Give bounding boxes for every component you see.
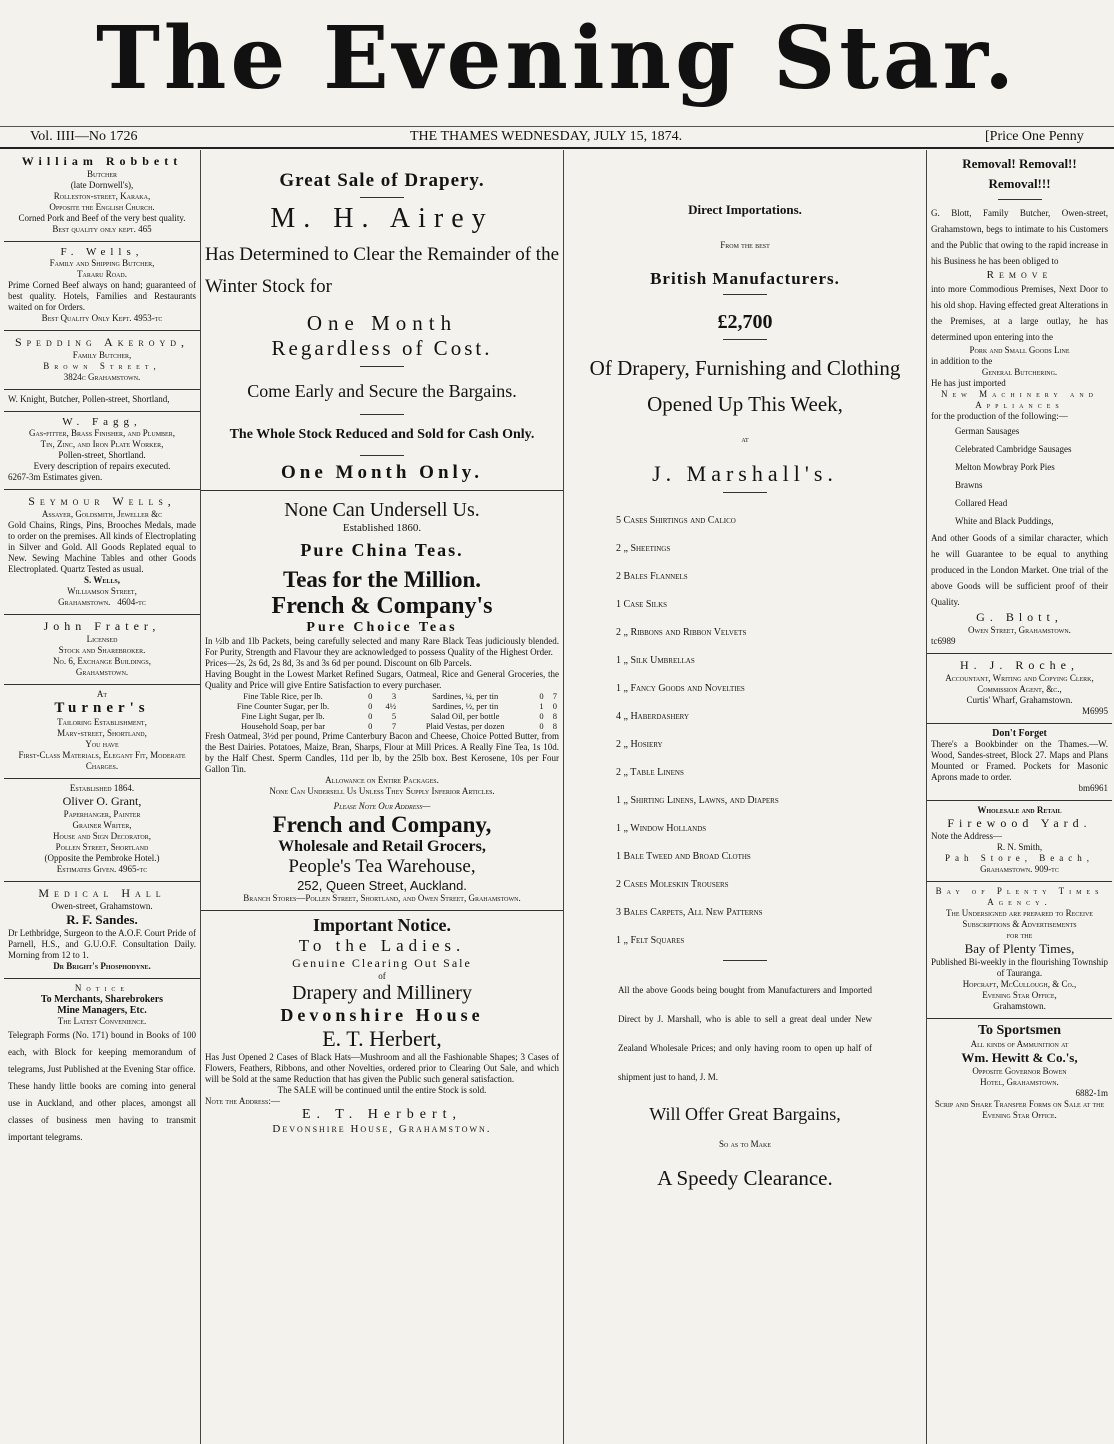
ad-marshall-from: From the best (720, 240, 770, 250)
ad-grant-note: (Opposite the Pembroke Hotel.) (44, 853, 160, 863)
ad-frater (4, 615, 200, 685)
ad-bop (927, 882, 1112, 1019)
ad-medical-address: Owen-street, Grahamstown. (51, 901, 153, 911)
ad-turner-address: Mary-street, Shortland, (57, 728, 147, 738)
ad-turner-trade: Tailoring Establishment, (57, 717, 147, 727)
ad-robbett-body: Corned Pork and Beef of the very best quality. (18, 213, 186, 223)
ad-herbert-note: Note the Address:— (205, 1096, 280, 1106)
column-3 (564, 150, 927, 1444)
ad-notice-head: Notice (74, 983, 130, 993)
list-item: 5 Cases Shirtings and Calico (616, 515, 736, 526)
ad-forget-ref: bm6961 (1078, 783, 1108, 793)
ad-wells-s-trade: Assayer, Goldsmith, Jeweller &c (41, 509, 163, 519)
ad-herbert-head: Important Notice. (313, 915, 451, 935)
column-4 (927, 150, 1112, 1444)
price-cell: 0 (539, 721, 544, 731)
ad-blott-sign: G. Blott, (976, 610, 1063, 624)
ad-french-allowance: Allowance on Entire Packages. (325, 775, 439, 785)
ad-sportsmen-ref: 6882-1m (1075, 1088, 1108, 1098)
ad-marshall-at: at (741, 434, 749, 444)
ad-bop-body: The Undersigned are prepared to Receive Subscriptions & Advertisements (946, 908, 1093, 929)
ad-blott-head: Removal! Removal!! Removal!!! (962, 156, 1077, 191)
ad-notice-body2: These handy little books are coming into general use in Auckland, and other places, amongst all classes of business men having to transmit important telegrams. (8, 1081, 196, 1142)
price-cell: 0 (368, 721, 373, 731)
price-row (205, 701, 559, 711)
ad-grant-name: Oliver O. Grant, (62, 794, 142, 808)
ad-akeroyd-ref: 3824c (63, 372, 86, 382)
ad-wells-s-address: Williamson Street, (67, 586, 137, 596)
issue-date: THE THAMES WEDNESDAY, JULY 15, 1874. (410, 129, 683, 144)
ad-roche-body: Accountant, Writing and Copying Clerk, Commission Agent, &c., (945, 673, 1094, 694)
ad-herbert-sign: E. T. Herbert, (301, 1107, 463, 1122)
ad-wells-f-name: F. Wells, (60, 246, 144, 258)
ad-marshall-item-list (568, 507, 922, 955)
ad-sportsmen-hotel: Hotel, Grahamstown. (980, 1077, 1059, 1087)
ad-bop-pub: Published Bi-weekly in the flourishing Township of Tauranga. (931, 957, 1108, 978)
ad-medical-name: Medical Hall (38, 886, 166, 900)
ad-robbett-former: (late Dornwell's), (70, 180, 134, 190)
ad-airey-whole: The Whole Stock Reduced and Sold for Cash Only. (229, 427, 535, 442)
ad-firewood-town (931, 864, 1108, 875)
volume-number: Vol. IIII—No 1726 (30, 129, 138, 144)
ad-marshall-head: Direct Importations. (688, 202, 802, 217)
price-cell: Sardines, ¼, per tin (432, 691, 499, 701)
ad-medical (4, 882, 200, 979)
ad-airey-body: Has Determined to Clear the Remainder of the Winter Stock for (205, 244, 560, 297)
ad-frater-line1: Licensed (86, 634, 118, 644)
price-cell: 3 (391, 691, 397, 701)
price: [Price One Penny (985, 129, 1084, 144)
ad-sportsmen-scrip: Scrip and Share Transfer Forms on Sale at the Evening Star Office. (934, 1099, 1105, 1120)
ad-french-million: Teas for the Million. (282, 567, 482, 592)
ad-blott-machinery: New Machinery and Appliances (941, 389, 1098, 410)
ad-marshall-amount: £2,700 (717, 311, 773, 333)
ad-fagg-trade: Gas-fitter, Brass Finisher, and Plumber, (29, 428, 175, 438)
price-cell: Salad Oil, per bottle (430, 711, 500, 721)
ad-telegraph-notice (4, 979, 200, 1152)
price-cell: 0 (368, 701, 373, 711)
ad-herbert-drapery: Drapery and Millinery (292, 982, 472, 1004)
ad-turner-body: First-Class Materials, Elegant Fit, Moderate Charges. (18, 750, 186, 771)
price-row (205, 691, 559, 701)
ad-wells-f-footer: Best Quality Only Kept. 4953-tc (41, 313, 163, 323)
ad-wells-s-place (8, 597, 196, 608)
ad-airey (201, 150, 563, 491)
ad-blott-imported: He has just imported (931, 378, 1006, 388)
ad-french-prices: Prices—2s, 2s 6d, 2s 8d, 3s and 3s 6d per pound. Discount on 6lb Parcels. (205, 658, 472, 668)
ad-fagg-address: Pollen-street, Shortland. (58, 450, 146, 460)
ad-airey-come: Come Early and Secure the Bargains. (247, 381, 517, 401)
ad-akeroyd-place (8, 372, 196, 383)
ad-medical-footer: Dr Bright's Phosphodyne. (53, 961, 151, 971)
ad-turner-name: Turner's (54, 700, 150, 716)
ad-grant-address: Pollen Street, Shortland (55, 842, 149, 852)
price-cell: 5 (391, 711, 397, 721)
ad-herbert-of: of (378, 971, 386, 981)
ad-wells-s-body: Gold Chains, Rings, Pins, Brooches Medals, made to order on the premises. All kinds of Electroplating in Silver and Gold. All Goods Replated equal to New. Sewing Machine Tables and other Goods Electroplated. Quartz Tested as usual. (8, 520, 196, 574)
ad-french-est: Established 1860. (342, 522, 422, 534)
ad-grant (4, 779, 200, 882)
ad-firewood-name: Firewood Yard. (947, 816, 1092, 830)
ad-bookbinder (927, 724, 1112, 801)
price-cell: Plaid Vestas, per dozen (425, 721, 505, 731)
ad-bop-town: Grahamstown. (993, 1001, 1046, 1011)
ad-robbett-footer: Best quality only kept. 465 (52, 224, 152, 234)
ad-wells-f (4, 242, 200, 331)
price-row (205, 711, 559, 721)
list-item: Celebrated Cambridge Sausages (955, 444, 1072, 454)
ad-french-price-table (205, 691, 559, 731)
list-item: 3 Bales Carpets, All New Patterns (616, 907, 763, 918)
ad-french-none2: None Can Undersell Us Unless They Supply Inferior Articles. (269, 786, 495, 796)
ad-marshall-offer: Will Offer Great Bargains, (649, 1104, 841, 1124)
ad-grant-trade2: Grainer Writer, (72, 820, 132, 830)
ad-herbert-body: Has Just Opened 2 Cases of Black Hats—Mushroom and all the Fashionable Shapes; 3 Cases of Flowers, Feathers, Ribbons, and other Novelties, ordered prior to Clearing Out Sale, and which will be Sold at the same Reduction that has given the Public such general satisfaction. (205, 1052, 559, 1084)
ad-blott-other: And other Goods of a similar character, which he will Guarantee to be equal to anything produced in the London Market. One trial of the above Goods will be sufficient proof of their Quality. (931, 533, 1108, 607)
list-item: German Sausages (955, 426, 1020, 436)
ad-grant-footer: Estimates Given. 4965-tc (56, 864, 148, 874)
ad-french-branch: Branch Stores—Pollen Street, Shortland, and Owen Street, Grahamstown. (243, 893, 521, 903)
ad-wells-f-trade: Family and Shipping Butcher, (49, 258, 155, 268)
ad-bop-title: Bay of Plenty Times, (964, 941, 1075, 956)
ad-turner (4, 685, 200, 779)
ad-herbert-house: Devonshire House (280, 1005, 484, 1025)
ad-sportsmen-opp: Opposite Governor Bowen (972, 1066, 1067, 1076)
list-item: Collared Head (955, 498, 1008, 508)
list-item: 1 „ Window Hollands (616, 823, 707, 834)
ad-roche-name: H. J. Roche, (960, 658, 1079, 672)
ad-french-name: French & Company's (271, 593, 493, 619)
ad-frater-address: No. 6, Exchange Buildings, (53, 656, 151, 666)
ad-robbett-trade: Butcher (86, 169, 117, 179)
ad-bop-office: Evening Star Office, (982, 990, 1057, 1000)
ad-herbert-name: E. T. Herbert, (322, 1026, 442, 1051)
ad-frater-name: John Frater, (43, 619, 161, 633)
price-cell: 1 (539, 701, 544, 711)
ad-robbett-name: William Robbett (21, 154, 183, 168)
list-item: 1 „ Shirting Linens, Lawns, and Diapers (616, 795, 779, 806)
ad-sportsmen-head: To Sportsmen (977, 1023, 1062, 1038)
ad-french-fresh: Fresh Oatmeal, 3½d per pound, Prime Canterbury Bacon and Cheese, Choice Potted Butter, from the Best Dairies. Potatoes, Maize, Bran, Sharps, Flour at Mill Prices. A Really Fine Tea, 1s 10d. by the Half Chest. Sperm Candles, 11d per lb, by the 25lb box. Best Kerosene, 10s per Four Gallon Tin. (205, 731, 559, 774)
ad-french-warehouse: People's Tea Warehouse, (288, 856, 476, 877)
price-cell: 0 (539, 711, 544, 721)
ad-marshall-name: J. Marshall's. (652, 461, 838, 486)
price-cell: 4½ (385, 701, 397, 711)
ad-french-note: Please Note Our Address— (333, 801, 431, 811)
ad-french-body: In ½lb and 1lb Packets, being carefully selected and many Rare Black Teas judiciously blended. For Purity, Strength and Flavour they are acknowledged to possess Quality of the Highest Order. (205, 636, 559, 657)
ad-blott-goods-list (931, 422, 1108, 530)
ad-blott-into: into more Commodious Premises, Next Door to his old shop. Having effected great Alterations in the Premises, at a large outlay, he has determined upon entering into the (931, 284, 1108, 342)
price-cell: Sardines, ½, per tin (432, 701, 499, 711)
ad-notice-to2: Mine Managers, Etc. (57, 1005, 147, 1016)
ad-french-none: None Can Undersell Us. (284, 499, 480, 521)
ad-robbett-opposite: Opposite the English Church. (49, 202, 155, 212)
ad-frater-place: Grahamstown. (75, 667, 129, 677)
price-cell: 8 (552, 711, 557, 721)
price-cell: Fine Counter Sugar, per lb. (236, 701, 330, 711)
ad-french-pure: Pure China Teas. (300, 540, 464, 560)
ad-blott-pork: Pork and Small Goods Line (969, 345, 1070, 355)
ad-medical-body: Dr Lethbridge, Surgeon to the A.O.F. Court Pride of Parnell, H.S., and G.U.O.F. Consultation Daily. Morning from 12 to 1. (8, 928, 196, 960)
list-item: Melton Mowbray Pork Pies (955, 462, 1055, 472)
ad-turner-at: At (96, 689, 108, 699)
ad-sportsmen-name: Wm. Hewitt & Co.'s, (961, 1050, 1078, 1065)
ad-airey-head: Great Sale of Drapery. (279, 170, 485, 191)
ad-blott-addition: in addition to the (931, 356, 993, 366)
ad-marshall-british: British Manufacturers. (650, 269, 840, 288)
price-row (205, 721, 559, 731)
price-cell: 7 (552, 691, 557, 701)
ad-wells-s-ref: 4604-tc (117, 597, 146, 607)
ad-wells-s-sign: S. Wells, (84, 575, 120, 585)
ad-wells-s (4, 490, 200, 615)
ad-herbert-place: Devonshire House, Grahamstown. (272, 1123, 492, 1135)
ad-marshall-of: Of Drapery, Furnishing and Clothing Opened Up This Week, (589, 356, 901, 416)
ad-firewood-town-text: Grahamstown. (980, 864, 1033, 874)
list-item: White and Black Puddings, (955, 516, 1054, 526)
list-item: 2 Cases Moleskin Trousers (616, 879, 729, 890)
ad-robbett-address: Rolleston-street, Karaka, (53, 191, 151, 201)
price-cell: 0 (539, 691, 544, 701)
ad-french-choice: Pure Choice Teas (306, 620, 458, 635)
ad-roche (927, 654, 1112, 724)
ad-fagg (4, 412, 200, 490)
price-cell: 0 (368, 711, 373, 721)
ad-bop-head: Bay of Plenty Times Agency. (935, 886, 1104, 907)
ad-airey-regardless: Regardless of Cost. (271, 336, 493, 360)
price-cell: 0 (552, 701, 557, 711)
ad-akeroyd-street: Brown Street, (43, 361, 161, 371)
list-item: 2 „ Sheetings (616, 543, 671, 554)
ad-roche-ref: M6995 (1081, 706, 1108, 716)
ad-notice-body: Telegraph Forms (No. 171) bound in Books of 100 each, with Block for keeping memorandum of telegrams, Just Published at the Evening Star office. (8, 1030, 196, 1074)
ad-fagg-name: W. Fagg, (62, 416, 142, 428)
ad-bop-for: for the (1006, 930, 1033, 940)
ad-wells-s-name: Seymour Wells, (28, 494, 176, 508)
list-item: 2 „ Hosiery (616, 739, 663, 750)
masthead (0, 0, 1114, 118)
ad-grant-est: Established 1864. (69, 783, 135, 793)
list-item: 2 Bales Flannels (616, 571, 688, 582)
ad-notice-latest: The Latest Convenience. (57, 1016, 147, 1026)
ad-marshall (564, 150, 926, 1197)
ad-airey-name: M. H. Airey (270, 203, 494, 234)
ad-herbert-continued: The SALE will be continued until the entire Stock is sold. (277, 1085, 487, 1095)
dateline (0, 126, 1114, 149)
ad-french-street: 252, Queen Street, Auckland. (297, 878, 467, 893)
ad-firewood-place: Pah Store, Beach, (945, 853, 1094, 863)
ad-herbert (201, 911, 563, 1141)
ad-herbert-genuine: Genuine Clearing Out Sale (292, 956, 472, 970)
ad-marshall-so: So as to Make (719, 1139, 771, 1149)
ad-akeroyd-name: Spedding Akeroyd, (14, 335, 190, 349)
ad-grant-trade: Paperhanger, Painter (63, 809, 141, 819)
list-item: 2 „ Table Linens (616, 767, 684, 778)
ad-firewood-owner: R. N. Smith, (996, 842, 1043, 852)
ad-forget-head: Don't Forget (992, 728, 1047, 739)
ad-firewood-ref: 909-tc (1034, 864, 1059, 874)
list-item: 1 „ Felt Squares (616, 935, 685, 946)
list-item: Brawns (955, 480, 983, 490)
ad-robbett (4, 150, 200, 242)
list-item: 1 Bale Tweed and Broad Cloths (616, 851, 751, 862)
ad-blott (927, 150, 1112, 654)
price-cell: Fine Light Sugar, per lb. (241, 711, 325, 721)
ad-blott-address: Owen Street, Grahamstown. (968, 625, 1071, 635)
ad-knight: W. Knight, Butcher, Pollen-street, Shortland, (4, 390, 200, 412)
price-cell: 8 (552, 721, 557, 731)
ad-blott-body: G. Blott, Family Butcher, Owen-street, Grahamstown, begs to intimate to his Customers and the Public that owing to the rapid increase in his Business he has been obliged to (931, 208, 1108, 266)
ad-wells-f-address: Tararu Road. (76, 269, 127, 279)
ad-airey-only: One Month Only. (281, 462, 483, 483)
ad-akeroyd (4, 331, 200, 390)
ad-akeroyd-place-text: Grahamstown. (87, 372, 141, 382)
ad-french-bought: Having Bought in the Lowest Market Refined Sugars, Oatmeal, Rice and General Groceries, the Quality and Price will give Entire Satisfaction to every purchaser. (205, 669, 559, 690)
price-cell: Household Soap, per bar (240, 721, 326, 731)
ad-marshall-speedy: A Speedy Clearance. (657, 1166, 833, 1190)
column-1 (4, 150, 201, 1444)
ad-turner-you: You have (85, 739, 119, 749)
list-item: 1 „ Fancy Goods and Novelties (616, 683, 745, 694)
ad-french-co: French and Company, (272, 812, 492, 837)
price-cell: 0 (368, 691, 373, 701)
column-2 (201, 150, 564, 1444)
ad-grant-trade3: House and Sign Decorator, (53, 831, 151, 841)
ad-sportsmen (927, 1019, 1112, 1127)
list-item: 1 Case Silks (616, 599, 668, 610)
ad-wells-s-place-text: Grahamstown. (58, 597, 111, 607)
ad-akeroyd-trade: Family Butcher, (72, 350, 132, 360)
ad-airey-month: One Month (306, 311, 458, 335)
ad-blott-ref: tc6989 (931, 636, 956, 646)
list-item: 2 „ Ribbons and Ribbon Velvets (616, 627, 747, 638)
ad-blott-general: General Butchering. (981, 367, 1058, 377)
ad-roche-address: Curtis' Wharf, Grahamstown. (966, 695, 1073, 705)
ad-frater-line2: Stock and Sharebroker. (58, 645, 146, 655)
ad-sportsmen-body: All kinds of Ammunition at (970, 1039, 1069, 1049)
ad-wells-f-body: Prime Corned Beef always on hand; guaranteed of best quality. Hotels, Families and Restaurants waited on for Orders. (8, 280, 196, 312)
ad-fagg-trade2: Tin, Zinc, and Iron Plate Worker, (40, 439, 164, 449)
ad-firewood (927, 801, 1112, 882)
ad-forget-body: There's a Bookbinder on the Thames.—W. Wood, Sandes-street, Block 27. Maps and Plans Mounted or Framed. Pockets for Masonic Aprons made to order. (931, 739, 1108, 782)
ad-fagg-ref: 6267-3m Estimates given. (8, 472, 103, 482)
ad-marshall-all: All the above Goods being bought from Manufacturers and Imported Direct by J. Marshall, who is able to sell a great deal under New Zealand Wholesale Prices; and only having room to open up half of shipment just to hand, J. M. (618, 985, 872, 1082)
list-item: 1 „ Silk Umbrellas (616, 655, 695, 666)
list-item: 4 „ Haberdashery (616, 711, 690, 722)
ad-french (201, 491, 563, 911)
ad-fagg-body: Every description of repairs executed. (33, 461, 171, 471)
price-cell: 7 (391, 721, 397, 731)
newspaper-title: The Evening Star. (95, 8, 1019, 109)
ad-herbert-ladies: To the Ladies. (298, 936, 466, 955)
ad-french-grocers: Wholesale and Retail Grocers, (278, 838, 486, 855)
ad-blott-remove: Remove (986, 269, 1053, 281)
ad-medical-owner: R. F. Sandes. (66, 912, 138, 927)
ad-blott-production: for the production of the following:— (931, 411, 1068, 421)
ad-bop-agent: Hopcraft, McCullough, & Co., (962, 979, 1077, 989)
price-cell: Fine Table Rice, per lb. (243, 691, 323, 701)
ad-notice-to: To Merchants, Sharebrokers (40, 994, 164, 1005)
ad-firewood-head: Wholesale and Retail (977, 805, 1062, 815)
ad-firewood-note: Note the Address— (931, 831, 1002, 841)
